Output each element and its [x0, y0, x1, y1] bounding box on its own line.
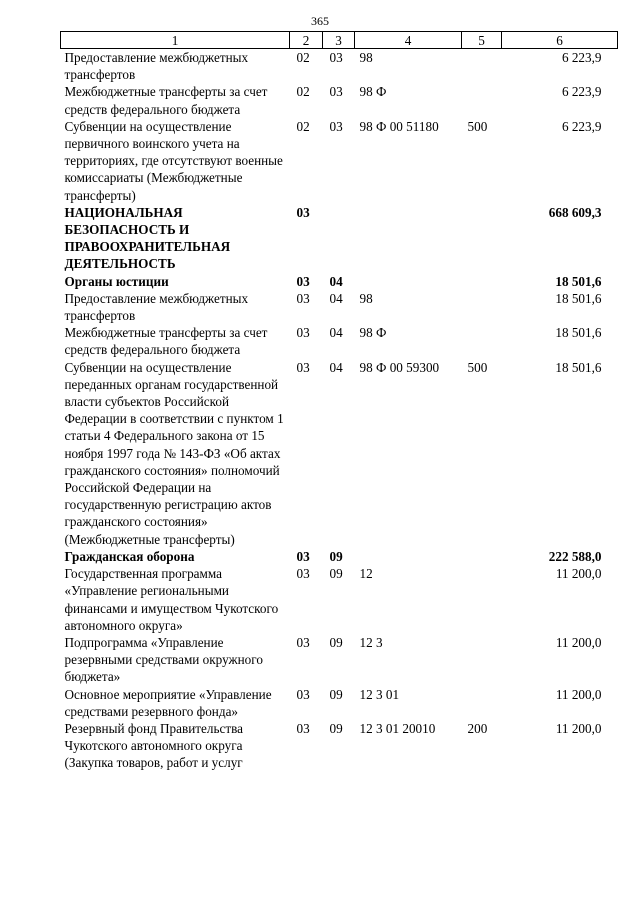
row-name: Предоставление межбюджетных трансфертов — [64, 50, 249, 83]
row-target-article — [355, 204, 462, 273]
header-col-5: 5 — [462, 32, 502, 49]
table-row — [61, 324, 618, 358]
table-row-subsection-total — [61, 273, 618, 290]
row-target-article: 12 3 01 20010 — [359, 720, 436, 736]
row-name: Основное мероприятие «Управление средствами резервного фонда» — [64, 686, 272, 719]
row-subsection: 04 — [329, 290, 343, 306]
row-amount: 6 223,9 — [561, 50, 602, 65]
row-subsection: 03 — [329, 50, 343, 65]
row-name: Органы юстиции — [64, 273, 169, 289]
row-name: Резервный фонд Правительства Чукотского автономного округа (Закупка товаров, работ и услуг — [64, 720, 244, 771]
row-subsection: 09 — [329, 566, 343, 582]
table-row — [61, 634, 618, 686]
header-col-6: 6 — [502, 32, 618, 49]
row-amount: 6 223,9 — [561, 84, 602, 100]
row-target-article — [355, 273, 462, 290]
row-section: 03 — [296, 634, 310, 650]
row-expense-type — [462, 634, 502, 686]
row-subsection: 09 — [329, 686, 343, 702]
row-subsection: 09 — [329, 634, 343, 650]
row-name: Государственная программа «Управление региональными финансами и имуществом Чукотского автономного округа» — [64, 566, 279, 633]
row-amount: 18 501,6 — [555, 325, 602, 341]
header-col-1: 1 — [61, 32, 290, 49]
row-subsection: 09 — [329, 548, 343, 564]
row-amount: 11 200,0 — [555, 634, 602, 650]
row-name: Субвенции на осуществление переданных органам государственной власти субъектов Российской Федерации в соответствии с пунктом 1 статьи 4 Федерального закона от 15 ноября 1997 года № 143-ФЗ «Об актах гражданского состояния» полномочий Российской Федерации на государственную регистрацию актов гражданского состояния» (Межбюджетные трансферты) — [64, 359, 284, 547]
row-subsection: 03 — [329, 84, 343, 100]
row-expense-type: 500 — [467, 359, 488, 375]
table-row — [61, 686, 618, 720]
row-amount: 11 200,0 — [555, 566, 602, 582]
row-target-article: 98 — [359, 290, 373, 306]
row-amount: 18 501,6 — [555, 290, 602, 306]
row-expense-type: 200 — [467, 720, 488, 736]
row-section: 03 — [296, 273, 310, 289]
row-subsection: 04 — [329, 273, 343, 289]
row-name: Межбюджетные трансферты за счет средств федерального бюджета — [64, 84, 268, 117]
row-section: 03 — [296, 686, 310, 702]
row-expense-type — [462, 83, 502, 117]
row-expense-type: 500 — [467, 118, 488, 134]
table-row-section-total — [61, 204, 618, 273]
row-subsection — [323, 204, 355, 273]
header-col-2: 2 — [290, 32, 323, 49]
row-section: 03 — [296, 204, 310, 220]
row-expense-type — [462, 548, 502, 565]
row-name: Межбюджетные трансферты за счет средств федерального бюджета — [64, 325, 268, 358]
row-target-article: 98 Ф 00 51180 — [359, 118, 439, 134]
row-amount: 18 501,6 — [555, 273, 602, 289]
row-expense-type — [462, 565, 502, 634]
row-amount: 6 223,9 — [561, 118, 602, 134]
row-section: 03 — [296, 566, 310, 582]
row-subsection: 03 — [329, 118, 343, 134]
row-section: 02 — [296, 50, 310, 65]
table-row — [61, 565, 618, 634]
row-name: Субвенции на осуществление первичного воинского учета на территориях, где отсутствуют военные комиссариаты (Межбюджетные трансферты) — [64, 118, 283, 203]
row-name: НАЦИОНАЛЬНАЯ БЕЗОПАСНОСТЬ И ПРАВООХРАНИТЕЛЬНАЯ ДЕЯТЕЛЬНОСТЬ — [64, 204, 231, 272]
row-name: Гражданская оборона — [64, 548, 195, 564]
row-expense-type — [462, 204, 502, 273]
row-name: Предоставление межбюджетных трансфертов — [64, 290, 249, 324]
row-section: 02 — [296, 84, 310, 100]
row-expense-type — [462, 49, 502, 84]
row-target-article: 98 Ф 00 59300 — [359, 359, 440, 375]
row-expense-type — [462, 273, 502, 290]
table-row — [61, 290, 618, 324]
row-target-article — [355, 548, 462, 565]
row-section: 03 — [296, 325, 310, 341]
row-target-article: 98 Ф — [359, 325, 387, 341]
table-row — [61, 359, 618, 548]
row-amount: 11 200,0 — [555, 686, 602, 702]
row-section: 03 — [296, 548, 310, 564]
row-subsection: 04 — [329, 359, 343, 375]
row-target-article: 12 3 — [359, 634, 383, 650]
row-subsection: 09 — [329, 720, 343, 736]
row-expense-type — [462, 324, 502, 358]
row-amount: 222 588,0 — [548, 548, 602, 564]
row-section: 03 — [296, 720, 310, 736]
header-col-4: 4 — [355, 32, 462, 49]
row-amount: 18 501,6 — [555, 359, 602, 375]
table-row — [61, 49, 618, 84]
table-header-row — [61, 32, 618, 49]
table-row — [61, 720, 618, 772]
row-target-article: 98 — [359, 50, 373, 65]
budget-table — [60, 31, 618, 772]
row-section: 03 — [296, 290, 310, 306]
row-target-article: 12 3 01 — [359, 686, 400, 702]
row-name: Подпрограмма «Управление резервными средствами окружного бюджета» — [64, 634, 263, 685]
table-row-subsection-total — [61, 548, 618, 565]
table-row — [61, 83, 618, 117]
row-expense-type — [462, 686, 502, 720]
row-section: 03 — [296, 359, 310, 375]
page-number: 365 — [311, 14, 329, 28]
row-amount: 668 609,3 — [548, 204, 602, 220]
row-subsection: 04 — [329, 325, 343, 341]
row-target-article: 12 — [359, 566, 373, 582]
table-row — [61, 118, 618, 204]
row-expense-type — [462, 290, 502, 324]
header-col-3: 3 — [323, 32, 355, 49]
row-amount: 11 200,0 — [555, 720, 602, 736]
row-section: 02 — [296, 118, 310, 134]
row-target-article: 98 Ф — [359, 84, 387, 100]
